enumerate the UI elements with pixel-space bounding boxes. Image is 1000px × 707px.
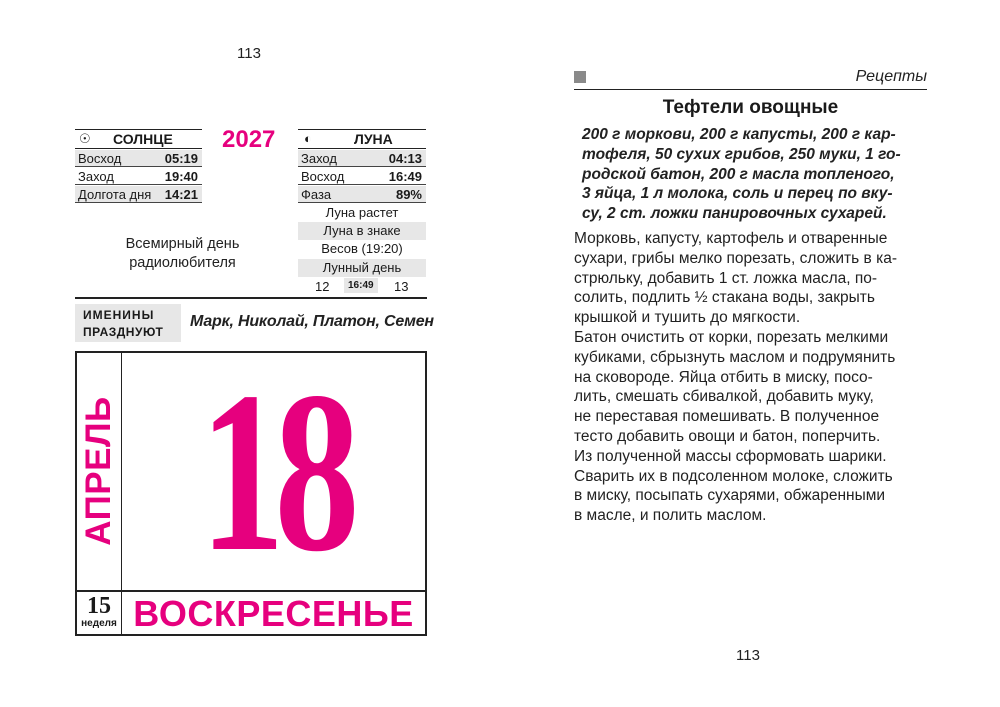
- instructions-line: сухари, грибы мелко порезать, сложить в ка-: [574, 249, 897, 267]
- moon-row-value: 04:13: [388, 151, 422, 166]
- ingredients-line: тофеля, 50 сухих грибов, 250 муки, 1 го-: [582, 145, 901, 163]
- moon-header: [298, 129, 426, 149]
- sun-row-sunset: [75, 168, 202, 185]
- moon-row-label: Восход: [301, 169, 345, 184]
- date-box: [75, 344, 427, 636]
- instructions-line: лить, смешать сбивалкой, добавить муку,: [574, 388, 874, 406]
- sun-icon: ☉: [79, 131, 91, 146]
- ingredients-line: 3 яйца, 1 л молока, соль и перец по вку-: [582, 185, 893, 203]
- nameday-label-line1: ИМЕНИНЫ: [83, 308, 155, 322]
- lunar-day-to: 13: [394, 279, 409, 294]
- day-number: 18: [199, 344, 350, 599]
- moon-row-moonrise: [298, 168, 426, 185]
- instructions-line: Батон очистить от корки, порезать мелкими: [574, 328, 889, 346]
- holiday-line: радиолюбителя: [129, 255, 236, 271]
- sun-row-value: 14:21: [164, 187, 198, 202]
- sun-row-daylength: [75, 186, 202, 203]
- lunar-day-range: [298, 277, 426, 295]
- section-title: Рецепты: [855, 68, 927, 85]
- instructions-line: тесто добавить овощи и батон, поперчить.: [574, 427, 881, 445]
- sun-row-label: Долгота дня: [78, 187, 152, 202]
- sun-row-sunrise: [75, 150, 202, 167]
- nameday-label-line2: ПРАЗДНУЮТ: [83, 325, 164, 339]
- instructions-line: не переставая помешивать. В полученное: [574, 408, 880, 426]
- week-label: неделя: [81, 618, 117, 629]
- moon-row-moonset: [298, 150, 426, 167]
- lunar-day-from: 12: [315, 279, 330, 294]
- instructions-line: Из полученной массы сформовать шарики.: [574, 447, 887, 465]
- recipe-title: Тефтели овощные: [662, 97, 839, 118]
- moon-title: ЛУНА: [354, 131, 393, 147]
- moon-sign-label: Луна в знаке: [298, 222, 426, 240]
- week-column: [77, 592, 122, 634]
- moon-phase-text: Луна растет: [325, 205, 399, 220]
- section-divider: [75, 297, 427, 299]
- month-name: АПРЕЛЬ: [79, 396, 118, 546]
- ingredients-line: су, 2 ст. ложки панировочных сухарей.: [582, 205, 887, 223]
- lunar-day-label: Лунный день: [298, 259, 426, 277]
- sun-row-label: Заход: [78, 169, 114, 184]
- week-number: 15: [87, 593, 111, 619]
- ingredients-line: 200 г моркови, 200 г капусты, 200 г кар-: [582, 126, 896, 143]
- page-number-left: 113: [237, 45, 261, 62]
- instructions-line: солить, подлить ½ стакана воды, закрыть: [574, 289, 875, 307]
- moon-row-label: Заход: [301, 151, 337, 166]
- header-rule: [574, 89, 927, 90]
- sun-title: СОЛНЦЕ: [113, 131, 173, 147]
- instructions-line: в миску, посыпать сухарями, обжаренными: [574, 487, 886, 505]
- sun-row-label: Восход: [78, 151, 122, 166]
- moon-row-value: 16:49: [388, 169, 422, 184]
- moon-row-label: Фаза: [301, 187, 332, 202]
- recipe-instructions: [574, 229, 929, 526]
- recipe-ingredients: [582, 125, 927, 224]
- instructions-line: стрюльку, добавить 1 ст. ложка масла, по-: [574, 269, 878, 287]
- weekday-name: ВОСКРЕСЕНЬЕ: [133, 593, 414, 634]
- year: 2027: [222, 126, 276, 153]
- moon-icon: ◐: [304, 131, 312, 146]
- moon-row-phase: [298, 186, 426, 203]
- sun-row-value: 19:40: [164, 169, 198, 184]
- moon-sign-value: Весов (19:20): [321, 241, 403, 256]
- section-marker: [574, 71, 586, 83]
- instructions-line: на сковороде. Яйца отбить в миску, посо-: [574, 368, 873, 386]
- moon-row-value: 89%: [395, 187, 422, 202]
- ingredients-line: родской батон, 200 г масла топленого,: [582, 165, 895, 183]
- nameday-label: [75, 304, 181, 342]
- holiday-line: Всемирный день: [125, 236, 240, 252]
- instructions-line: кубиками, сбрызнуть маслом и подрумянить: [574, 348, 896, 366]
- instructions-line: крышкой и тушить до мягкости.: [574, 309, 801, 327]
- instructions-line: Сварить их в подсоленном молоке, сложить: [574, 467, 893, 485]
- page-number-right: 113: [736, 647, 760, 664]
- instructions-line: Морковь, капусту, картофель и отваренные: [574, 230, 888, 247]
- lunar-day-time: 16:49: [344, 278, 378, 293]
- holiday-text: [100, 235, 265, 273]
- sun-header: [75, 129, 202, 149]
- nameday-names: Марк, Николай, Платон, Семен: [190, 313, 434, 330]
- instructions-line: в масле, и полить маслом.: [574, 507, 767, 525]
- month-column: [77, 353, 122, 590]
- sun-row-value: 05:19: [164, 151, 198, 166]
